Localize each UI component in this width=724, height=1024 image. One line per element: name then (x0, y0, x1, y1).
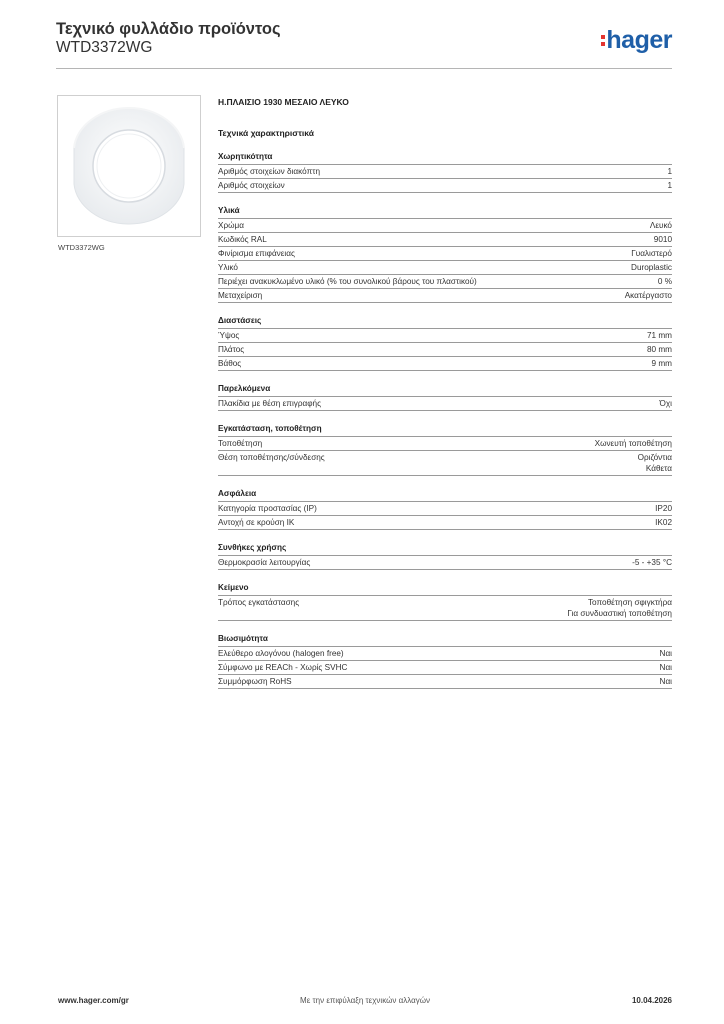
spec-row (218, 247, 672, 261)
spec-value-line: Τοποθέτηση σφιγκτήρα (587, 598, 672, 607)
spec-label: Χρώμα (218, 221, 244, 230)
spec-value-line: 0 % (657, 277, 672, 286)
spec-value-line: Όχι (659, 399, 672, 408)
spec-section (218, 633, 672, 689)
spec-section (218, 488, 672, 530)
spec-label: Πλάτος (218, 345, 245, 354)
spec-label: Φινίρισμα επιφάνειας (218, 249, 295, 258)
spec-value (660, 662, 672, 673)
spec-value-line: Duroplastic (631, 263, 672, 272)
spec-label: Κωδικός RAL (218, 235, 267, 244)
spec-row (218, 437, 672, 451)
spec-value-line: Γυαλιστερό (631, 249, 672, 258)
spec-label: Αντοχή σε κρούση IK (218, 518, 295, 527)
section-title: Συνθήκες χρήσης (218, 542, 672, 556)
section-title: Υλικά (218, 205, 672, 219)
spec-row (218, 661, 672, 675)
footer-note: Με την επιφύλαξη τεχνικών αλλαγών (300, 996, 430, 1005)
spec-value (667, 180, 672, 191)
spec-value-line: IP20 (655, 504, 672, 513)
logo-text: hager (606, 26, 672, 54)
section-title: Ασφάλεια (218, 488, 672, 502)
spec-value-line: Λευκό (649, 221, 672, 230)
product-name: Η.ΠΛΑΙΣΙΟ 1930 ΜΕΣΑΙΟ ΛΕΥΚΟ (218, 97, 349, 107)
spec-label: Τοποθέτηση (218, 439, 263, 448)
section-title: Παρελκόμενα (218, 383, 672, 397)
spec-value (660, 648, 672, 659)
spec-label: Βάθος (218, 359, 242, 368)
spec-section (218, 315, 672, 371)
spec-value (595, 438, 672, 449)
spec-value-line: Ναι (659, 649, 672, 658)
spec-section (218, 423, 672, 476)
spec-value-line: 80 mm (646, 345, 672, 354)
spec-label: Μεταχείριση (218, 291, 263, 300)
spec-value (625, 290, 672, 301)
section-title: Εγκατάσταση, τοποθέτηση (218, 423, 672, 437)
spec-value (647, 344, 672, 355)
spec-value-line: Κάθετα (645, 464, 672, 473)
spec-value-line: Για συνδυαστική τοποθέτηση (567, 609, 672, 618)
page-header (56, 20, 672, 68)
spec-label: Ελεύθερο αλογόνου (halogen free) (218, 649, 344, 658)
section-title: Κείμενο (218, 582, 672, 596)
spec-row (218, 289, 672, 303)
section-title: Χωρητικότητα (218, 151, 672, 165)
spec-row (218, 675, 672, 689)
spec-label: Σύμφωνο με REACh - Χωρίς SVHC (218, 663, 348, 672)
spec-row (218, 233, 672, 247)
header-divider (56, 68, 672, 69)
spec-value (650, 220, 672, 231)
spec-row (218, 596, 672, 621)
spec-value (638, 452, 672, 474)
frame-ring-icon (58, 96, 200, 236)
spec-value-line: Χωνευτή τοποθέτηση (594, 439, 672, 448)
spec-row (218, 275, 672, 289)
spec-value (652, 358, 672, 369)
spec-content (218, 96, 672, 689)
image-caption: WTD3372WG (58, 243, 105, 252)
spec-value (655, 517, 672, 528)
footer-website: www.hager.com/gr (58, 996, 129, 1005)
section-title: Βιωσιμότητα (218, 633, 672, 647)
spec-label: Κατηγορία προστασίας (IP) (218, 504, 317, 513)
spec-sections (218, 151, 672, 689)
footer-date: 10.04.2026 (631, 996, 672, 1005)
spec-value (647, 330, 672, 341)
spec-value (631, 262, 672, 273)
hager-logo (601, 26, 672, 55)
logo-mark-icon (601, 35, 605, 46)
spec-value-line: 1 (667, 167, 672, 176)
spec-row (218, 179, 672, 193)
spec-value (667, 166, 672, 177)
page-footer (58, 996, 672, 1010)
spec-row (218, 647, 672, 661)
spec-row (218, 516, 672, 530)
spec-label: Περιέχει ανακυκλωμένο υλικό (% του συνολικού βάρους του πλαστικού) (218, 277, 477, 286)
spec-label: Αριθμός στοιχείων διακόπτη (218, 167, 321, 176)
spec-section (218, 151, 672, 193)
spec-value (654, 234, 672, 245)
spec-value-line: Οριζόντια (637, 453, 672, 462)
spec-value-line: IK02 (655, 518, 672, 527)
spec-value (660, 676, 672, 687)
spec-label: Συμμόρφωση RoHS (218, 677, 292, 686)
document-title: Τεχνικό φυλλάδιο προϊόντος (56, 20, 281, 38)
spec-section (218, 205, 672, 303)
spec-value (655, 503, 672, 514)
spec-row (218, 219, 672, 233)
spec-value (660, 398, 672, 409)
spec-label: Υλικό (218, 263, 238, 272)
spec-heading: Τεχνικά χαρακτηριστικά (218, 128, 314, 138)
spec-value (631, 248, 672, 259)
spec-value-line: -5 - +35 °C (632, 558, 672, 567)
spec-value (658, 276, 672, 287)
spec-label: Ύψος (218, 331, 240, 340)
spec-value-line: Ναι (659, 663, 672, 672)
product-image (57, 95, 201, 237)
spec-section (218, 542, 672, 570)
spec-value-line: 9010 (653, 235, 672, 244)
spec-label: Θέση τοποθέτησης/σύνδεσης (218, 453, 325, 462)
spec-row (218, 261, 672, 275)
spec-label: Πλακίδια με θέση επιγραφής (218, 399, 322, 408)
spec-value-line: 1 (667, 181, 672, 190)
spec-row (218, 343, 672, 357)
spec-row (218, 397, 672, 411)
spec-value (632, 557, 672, 568)
spec-value-line: 71 mm (646, 331, 672, 340)
spec-row (218, 556, 672, 570)
spec-row (218, 502, 672, 516)
spec-label: Τρόπος εγκατάστασης (218, 598, 300, 607)
spec-value-line: Ακατέργαστο (624, 291, 672, 300)
spec-label: Θερμοκρασία λειτουργίας (218, 558, 311, 567)
spec-row (218, 451, 672, 476)
spec-value-line: Ναι (659, 677, 672, 686)
spec-value (567, 597, 672, 619)
spec-value-line: 9 mm (651, 359, 672, 368)
spec-row (218, 165, 672, 179)
spec-section (218, 383, 672, 411)
section-title: Διαστάσεις (218, 315, 672, 329)
spec-row (218, 357, 672, 371)
spec-row (218, 329, 672, 343)
spec-section (218, 582, 672, 621)
product-code: WTD3372WG (56, 39, 153, 56)
spec-label: Αριθμός στοιχείων (218, 181, 285, 190)
